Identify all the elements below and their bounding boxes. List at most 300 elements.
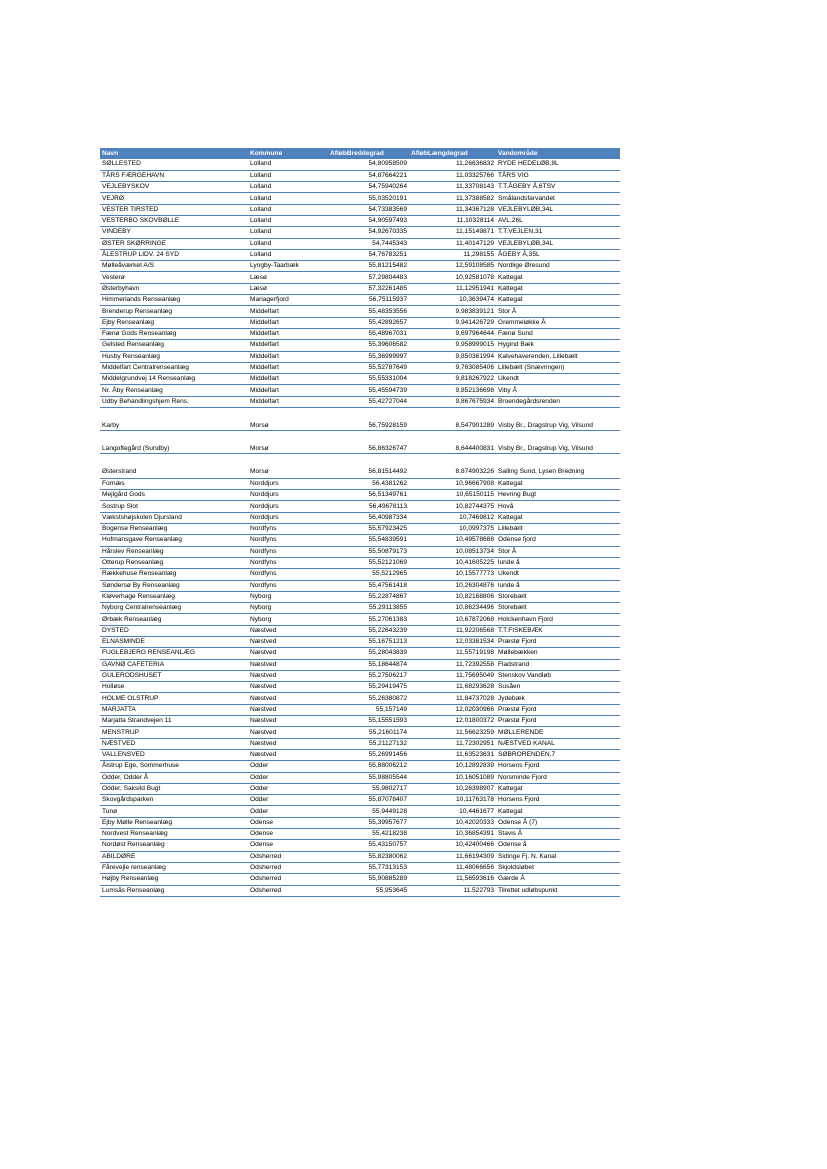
cell-longitude: 11,12951941 [409, 283, 496, 294]
cell-latitude: 56,51349761 [328, 490, 409, 501]
cell-latitude: 54,75940264 [328, 182, 409, 193]
table-row [100, 693, 620, 704]
cell-longitude: 10,4461677 [409, 806, 496, 817]
cell-name: Bogense Renseanlæg [100, 524, 248, 535]
spacer-cell [328, 454, 409, 468]
cell-name: TÅRS FÆRGEHAVN [100, 170, 248, 181]
table-row [100, 261, 620, 272]
cell-name: Mølleåværket A/S [100, 261, 248, 272]
cell-water-area: Præstø Fjord [496, 636, 620, 647]
cell-water-area: Sidinge Fj. N. Kanal [496, 851, 620, 862]
table-row [100, 170, 620, 181]
cell-longitude: 11,63523631 [409, 749, 496, 760]
cell-water-area: Møllebækken [496, 648, 620, 659]
table-row [100, 306, 620, 317]
cell-longitude: 9,958999015 [409, 340, 496, 351]
cell-latitude: 55,36999997 [328, 351, 409, 362]
cell-longitude: 11,75695049 [409, 670, 496, 681]
table-row [100, 340, 620, 351]
table-row [100, 682, 620, 693]
cell-longitude: 12,02030966 [409, 704, 496, 715]
cell-longitude: 10,26304876 [409, 580, 496, 591]
table-row [100, 772, 620, 783]
cell-longitude: 9,983839121 [409, 306, 496, 317]
cell-kommune: Middelfart [248, 374, 328, 385]
cell-latitude: 55,21127132 [328, 738, 409, 749]
cell-name: VALLENSVED [100, 749, 248, 760]
table-row [100, 396, 620, 407]
table-row [100, 385, 620, 396]
table-row [100, 501, 620, 512]
cell-latitude: 55,9802717 [328, 783, 409, 794]
cell-name: Holløse [100, 682, 248, 693]
cell-water-area: Odense Å (7) [496, 817, 620, 828]
cell-longitude: 11,40147129 [409, 238, 496, 249]
cell-water-area: Kattegat [496, 806, 620, 817]
cell-latitude: 56,4381262 [328, 478, 409, 489]
cell-name: ELNASMINDE [100, 636, 248, 647]
cell-latitude: 57,29804483 [328, 272, 409, 283]
cell-name: VESTER TIRSTED [100, 204, 248, 215]
cell-kommune: Nyborg [248, 591, 328, 602]
cell-name: Højby Renseanlæg [100, 874, 248, 885]
cell-longitude: 10,42020333 [409, 817, 496, 828]
cell-name: Odder, Odder Å [100, 772, 248, 783]
cell-latitude: 55,953645 [328, 885, 409, 896]
cell-name: NÆSTVED [100, 738, 248, 749]
cell-water-area: Viby Å [496, 385, 620, 396]
cell-latitude: 55,98805544 [328, 772, 409, 783]
cell-water-area: Horsens Fjord [496, 795, 620, 806]
table-row [100, 467, 620, 478]
cell-water-area: VEJLEBYLØB,34L [496, 204, 620, 215]
table-row [100, 806, 620, 817]
cell-latitude: 55,82380062 [328, 851, 409, 862]
cell-water-area: Stor Å [496, 546, 620, 557]
cell-kommune: Norddjurs [248, 490, 328, 501]
cell-latitude: 55,157149 [328, 704, 409, 715]
cell-water-area: T.T.VEJLEN,31 [496, 227, 620, 238]
cell-latitude: 55,5212965 [328, 569, 409, 580]
cell-water-area: Gærde Å [496, 874, 620, 885]
cell-longitude: 11,522793 [409, 885, 496, 896]
cell-name: Langoftegård (Sundby) [100, 431, 248, 454]
spacer-row [100, 454, 620, 468]
cell-water-area: Norsminde Fjord [496, 772, 620, 783]
cell-name: Karby [100, 408, 248, 431]
cell-longitude: 12,03381534 [409, 636, 496, 647]
table-row [100, 182, 620, 193]
table-row [100, 490, 620, 501]
cell-kommune: Middelfart [248, 362, 328, 373]
cell-name: GAVNØ CAFETERIA [100, 659, 248, 670]
cell-kommune: Næstved [248, 648, 328, 659]
cell-kommune: Middelfart [248, 340, 328, 351]
cell-longitude: 10,3639474 [409, 295, 496, 306]
cell-name: Ejby Mølle Renseanlæg [100, 817, 248, 828]
cell-water-area: T.T.ÅGEBY Å,6TSV [496, 182, 620, 193]
cell-longitude: 11,10328114 [409, 215, 496, 226]
table-row [100, 840, 620, 851]
cell-longitude: 9,867675934 [409, 396, 496, 407]
cell-name: Hårslev Renseanlæg [100, 546, 248, 557]
cell-longitude: 11,48066656 [409, 862, 496, 873]
cell-kommune: Morsø [248, 408, 328, 431]
cell-kommune: Odder [248, 772, 328, 783]
table-row [100, 283, 620, 294]
cell-name: Skovgårdsparken [100, 795, 248, 806]
cell-kommune: Nyborg [248, 603, 328, 614]
cell-name: VINDEBY [100, 227, 248, 238]
cell-water-area: Susåen [496, 682, 620, 693]
cell-name: Fænø Gods Renseanlæg [100, 328, 248, 339]
cell-kommune: Lolland [248, 159, 328, 170]
cell-longitude: 10,26398907 [409, 783, 496, 794]
table-row [100, 716, 620, 727]
table-row [100, 749, 620, 760]
cell-name: Udby Behandlingshjem Rens. [100, 396, 248, 407]
cell-longitude: 10,7469812 [409, 512, 496, 523]
cell-water-area: Odense å [496, 840, 620, 851]
cell-name: Mejlgård Gods [100, 490, 248, 501]
cell-water-area: Storebælt [496, 591, 620, 602]
cell-kommune: Morsø [248, 431, 328, 454]
table-row [100, 295, 620, 306]
cell-water-area: RYDE HEDELØB,8L [496, 159, 620, 170]
cell-water-area: Gremmeløkke Å [496, 317, 620, 328]
table-row [100, 614, 620, 625]
cell-water-area: Lillebælt (Snævringen) [496, 362, 620, 373]
cell-kommune: Odder [248, 783, 328, 794]
cell-latitude: 55,39606582 [328, 340, 409, 351]
cell-latitude: 54,90597493 [328, 215, 409, 226]
cell-water-area: Præstø Fjord [496, 716, 620, 727]
cell-water-area: Smålandsfarvandet [496, 193, 620, 204]
cell-water-area: Stavis Å [496, 829, 620, 840]
cell-name: Østerbyhavn [100, 283, 248, 294]
header-latitude: AfløbBreddegrad [328, 148, 409, 159]
cell-water-area: Kattegat [496, 295, 620, 306]
cell-water-area: Ukendt [496, 569, 620, 580]
cell-kommune: Norddjurs [248, 478, 328, 489]
table-row [100, 478, 620, 489]
cell-name: Hofmansgave Renseanlæg [100, 535, 248, 546]
table-row [100, 249, 620, 260]
spacer-cell [100, 454, 248, 468]
cell-name: Nordøst Renseanlæg [100, 840, 248, 851]
cell-water-area: Fladstrand [496, 659, 620, 670]
cell-name: Fårevejle renseanlæg [100, 862, 248, 873]
cell-latitude: 55,48967031 [328, 328, 409, 339]
cell-kommune: Odsherred [248, 851, 328, 862]
table-row [100, 591, 620, 602]
cell-longitude: 11,56623259 [409, 727, 496, 738]
cell-latitude: 55,54839591 [328, 535, 409, 546]
cell-name: Nordvest Renseanlæg [100, 829, 248, 840]
cell-kommune: Odsherred [248, 862, 328, 873]
cell-latitude: 55,26991456 [328, 749, 409, 760]
cell-longitude: 9,763085406 [409, 362, 496, 373]
cell-name: VESTERBO SKOVBØLLE [100, 215, 248, 226]
table-row [100, 569, 620, 580]
cell-kommune: Lolland [248, 170, 328, 181]
table-row [100, 317, 620, 328]
table-row [100, 431, 620, 454]
table-row [100, 351, 620, 362]
cell-name: MARJATTA [100, 704, 248, 715]
header-name: Navn [100, 148, 248, 159]
cell-kommune: Norddjurs [248, 512, 328, 523]
cell-longitude: 10,42400466 [409, 840, 496, 851]
cell-name: Fornæs [100, 478, 248, 489]
cell-longitude: 12,59108585 [409, 261, 496, 272]
cell-latitude: 55,29113855 [328, 603, 409, 614]
cell-latitude: 55,55331004 [328, 374, 409, 385]
cell-water-area: ÅGEBY Å,35L [496, 249, 620, 260]
cell-latitude: 55,22643239 [328, 625, 409, 636]
cell-longitude: 11,26636832 [409, 159, 496, 170]
table-row [100, 829, 620, 840]
table-row [100, 851, 620, 862]
cell-latitude: 55,28043839 [328, 648, 409, 659]
cell-latitude: 56,86326747 [328, 431, 409, 454]
cell-water-area: MØLLERENDE [496, 727, 620, 738]
cell-kommune: Nordfyns [248, 569, 328, 580]
cell-latitude: 55,15551593 [328, 716, 409, 727]
cell-water-area: Hovå [496, 501, 620, 512]
cell-kommune: Middelfart [248, 385, 328, 396]
cell-name: Himmerlands Renseanlæg [100, 295, 248, 306]
cell-kommune: Lolland [248, 204, 328, 215]
cell-kommune: Odense [248, 829, 328, 840]
cell-longitude: 10,65150115 [409, 490, 496, 501]
cell-name: VEJRØ [100, 193, 248, 204]
cell-water-area: Kattegat [496, 272, 620, 283]
table-row [100, 874, 620, 885]
table-row [100, 524, 620, 535]
cell-latitude: 54,73383569 [328, 204, 409, 215]
cell-latitude: 56,75115937 [328, 295, 409, 306]
cell-name: ÅLESTRUP LIDV. 24 SYD [100, 249, 248, 260]
cell-longitude: 11,298155 [409, 249, 496, 260]
cell-latitude: 55,42727044 [328, 396, 409, 407]
cell-name: Middelgrundvej 14 Renseanlæg [100, 374, 248, 385]
cell-longitude: 11,34367128 [409, 204, 496, 215]
cell-kommune: Næstved [248, 704, 328, 715]
cell-water-area: Nordlige Øresund [496, 261, 620, 272]
cell-latitude: 54,7445343 [328, 238, 409, 249]
cell-longitude: 11,55719198 [409, 648, 496, 659]
cell-water-area: Visby Br., Dragstrup Vig, Vilsund [496, 408, 620, 431]
cell-name: Tunø [100, 806, 248, 817]
cell-water-area: Kattegat [496, 478, 620, 489]
cell-water-area: Hygind Bæk [496, 340, 620, 351]
cell-water-area: Storebælt [496, 603, 620, 614]
cell-water-area: Salling Sund, Lysen Bredning [496, 467, 620, 478]
table-row [100, 603, 620, 614]
spacer-cell [496, 454, 620, 468]
cell-latitude: 54,87664221 [328, 170, 409, 181]
cell-latitude: 55,22874867 [328, 591, 409, 602]
cell-latitude: 55,57923425 [328, 524, 409, 535]
cell-kommune: Næstved [248, 636, 328, 647]
cell-latitude: 55,39957677 [328, 817, 409, 828]
cell-latitude: 55,18644874 [328, 659, 409, 670]
cell-latitude: 54,76783251 [328, 249, 409, 260]
cell-water-area: Kattegat [496, 783, 620, 794]
cell-latitude: 55,9449128 [328, 806, 409, 817]
cell-name: Ørbæk Renseanlæg [100, 614, 248, 625]
cell-kommune: Norddjurs [248, 501, 328, 512]
cell-latitude: 55,87078407 [328, 795, 409, 806]
cell-name: GULERODSHUSET [100, 670, 248, 681]
cell-kommune: Lolland [248, 238, 328, 249]
cell-longitude: 10,86234496 [409, 603, 496, 614]
cell-kommune: Næstved [248, 670, 328, 681]
cell-latitude: 55,45594739 [328, 385, 409, 396]
cell-kommune: Middelfart [248, 306, 328, 317]
cell-water-area: Kalvehaverenden, Lillebælt [496, 351, 620, 362]
table-row [100, 546, 620, 557]
cell-longitude: 9,697964644 [409, 328, 496, 339]
cell-longitude: 10,16051089 [409, 772, 496, 783]
cell-longitude: 10,41605225 [409, 557, 496, 568]
cell-longitude: 8,547901289 [409, 408, 496, 431]
table-row [100, 159, 620, 170]
cell-kommune: Nyborg [248, 614, 328, 625]
cell-longitude: 12,01800372 [409, 716, 496, 727]
cell-water-area: VEJLEBYLØB,34L [496, 238, 620, 249]
cell-kommune: Nordfyns [248, 535, 328, 546]
cell-latitude: 55,42892657 [328, 317, 409, 328]
spacer-cell [248, 454, 328, 468]
table-row [100, 227, 620, 238]
cell-latitude: 55,52787649 [328, 362, 409, 373]
cell-kommune: Middelfart [248, 396, 328, 407]
cell-latitude: 56,81514492 [328, 467, 409, 478]
cell-name: Vesterø [100, 272, 248, 283]
cell-kommune: Odsherred [248, 885, 328, 896]
cell-name: Husby Renseanlæg [100, 351, 248, 362]
cell-name: ABILDØRE [100, 851, 248, 862]
cell-longitude: 10,92581078 [409, 272, 496, 283]
cell-longitude: 10,12892839 [409, 761, 496, 772]
cell-latitude: 55,77313153 [328, 862, 409, 873]
cell-longitude: 10,36854391 [409, 829, 496, 840]
cell-kommune: Næstved [248, 716, 328, 727]
table-row [100, 362, 620, 373]
cell-latitude: 54,80958509 [328, 159, 409, 170]
cell-kommune: Lyngby-Taarbæk [248, 261, 328, 272]
table-row [100, 761, 620, 772]
table-row [100, 193, 620, 204]
cell-longitude: 9,941426729 [409, 317, 496, 328]
cell-name: Brenderup Renseanlæg [100, 306, 248, 317]
table-row [100, 738, 620, 749]
cell-kommune: Næstved [248, 727, 328, 738]
header-longitude: AfløbLængdegrad [409, 148, 496, 159]
cell-water-area: Stor Å [496, 306, 620, 317]
cell-latitude: 55,50879173 [328, 546, 409, 557]
cell-water-area: Lillebælt [496, 524, 620, 535]
cell-name: VEJLEBYSKOV [100, 182, 248, 193]
cell-name: Kløverhage Renseanlæg [100, 591, 248, 602]
cell-longitude: 10,67872068 [409, 614, 496, 625]
cell-name: FUGLEBJERG RENSEANLÆG [100, 648, 248, 659]
cell-kommune: Odense [248, 840, 328, 851]
cell-longitude: 11,56593616 [409, 874, 496, 885]
cell-water-area: Ukendt [496, 374, 620, 385]
cell-longitude: 10,11763178 [409, 795, 496, 806]
table-row [100, 817, 620, 828]
cell-kommune: Middelfart [248, 317, 328, 328]
cell-latitude: 55,27506217 [328, 670, 409, 681]
cell-kommune: Nordfyns [248, 580, 328, 591]
cell-water-area: Holckenhavn Fjord [496, 614, 620, 625]
cell-kommune: Næstved [248, 693, 328, 704]
cell-kommune: Læsø [248, 283, 328, 294]
cell-water-area: Præstø Fjord [496, 704, 620, 715]
cell-kommune: Lolland [248, 249, 328, 260]
cell-latitude: 56,75928159 [328, 408, 409, 431]
cell-name: HOLME OLSTRUP [100, 693, 248, 704]
cell-kommune: Mariagerfjord [248, 295, 328, 306]
cell-latitude: 55,43150757 [328, 840, 409, 851]
cell-longitude: 11,03325766 [409, 170, 496, 181]
cell-water-area: Kattegat [496, 512, 620, 523]
cell-water-area: TÅRS VIG [496, 170, 620, 181]
cell-name: Ålstrup Ege, Sommerhuse [100, 761, 248, 772]
table-row [100, 374, 620, 385]
cell-kommune: Odder [248, 806, 328, 817]
cell-name: Lumsås Renseanlæg [100, 885, 248, 896]
cell-name: Søndersø By Renseanlæg [100, 580, 248, 591]
cell-water-area: Horsens Fjord [496, 761, 620, 772]
cell-water-area: SØBRORENDEN,7 [496, 749, 620, 760]
cell-kommune: Næstved [248, 749, 328, 760]
table-row [100, 535, 620, 546]
cell-name: DYSTED [100, 625, 248, 636]
cell-longitude: 9,818267922 [409, 374, 496, 385]
cell-name: MENSTRUP [100, 727, 248, 738]
cell-water-area: T.T.FISKEBÆK [496, 625, 620, 636]
cell-kommune: Næstved [248, 625, 328, 636]
cell-name: Rækkehuse Renseanlæg [100, 569, 248, 580]
cell-water-area: Odense fjord [496, 535, 620, 546]
header-row [100, 148, 620, 159]
cell-water-area: Fænø Sund [496, 328, 620, 339]
table-row [100, 704, 620, 715]
cell-longitude: 11,33708143 [409, 182, 496, 193]
cell-kommune: Middelfart [248, 351, 328, 362]
cell-latitude: 55,81215482 [328, 261, 409, 272]
table-body [100, 159, 620, 896]
cell-water-area: Jydebæk [496, 693, 620, 704]
table-row [100, 625, 620, 636]
table-row [100, 670, 620, 681]
table-row [100, 238, 620, 249]
cell-kommune: Odense [248, 817, 328, 828]
cell-latitude: 55,4218238 [328, 829, 409, 840]
cell-longitude: 11,72302951 [409, 738, 496, 749]
cell-name: Gelsted Renseanlæg [100, 340, 248, 351]
cell-longitude: 11,84737028 [409, 693, 496, 704]
cell-latitude: 56,40987334 [328, 512, 409, 523]
cell-water-area: Tilrettet udløbspunkt [496, 885, 620, 896]
cell-kommune: Lolland [248, 182, 328, 193]
cell-name: Østerstrand [100, 467, 248, 478]
cell-kommune: Nordfyns [248, 524, 328, 535]
